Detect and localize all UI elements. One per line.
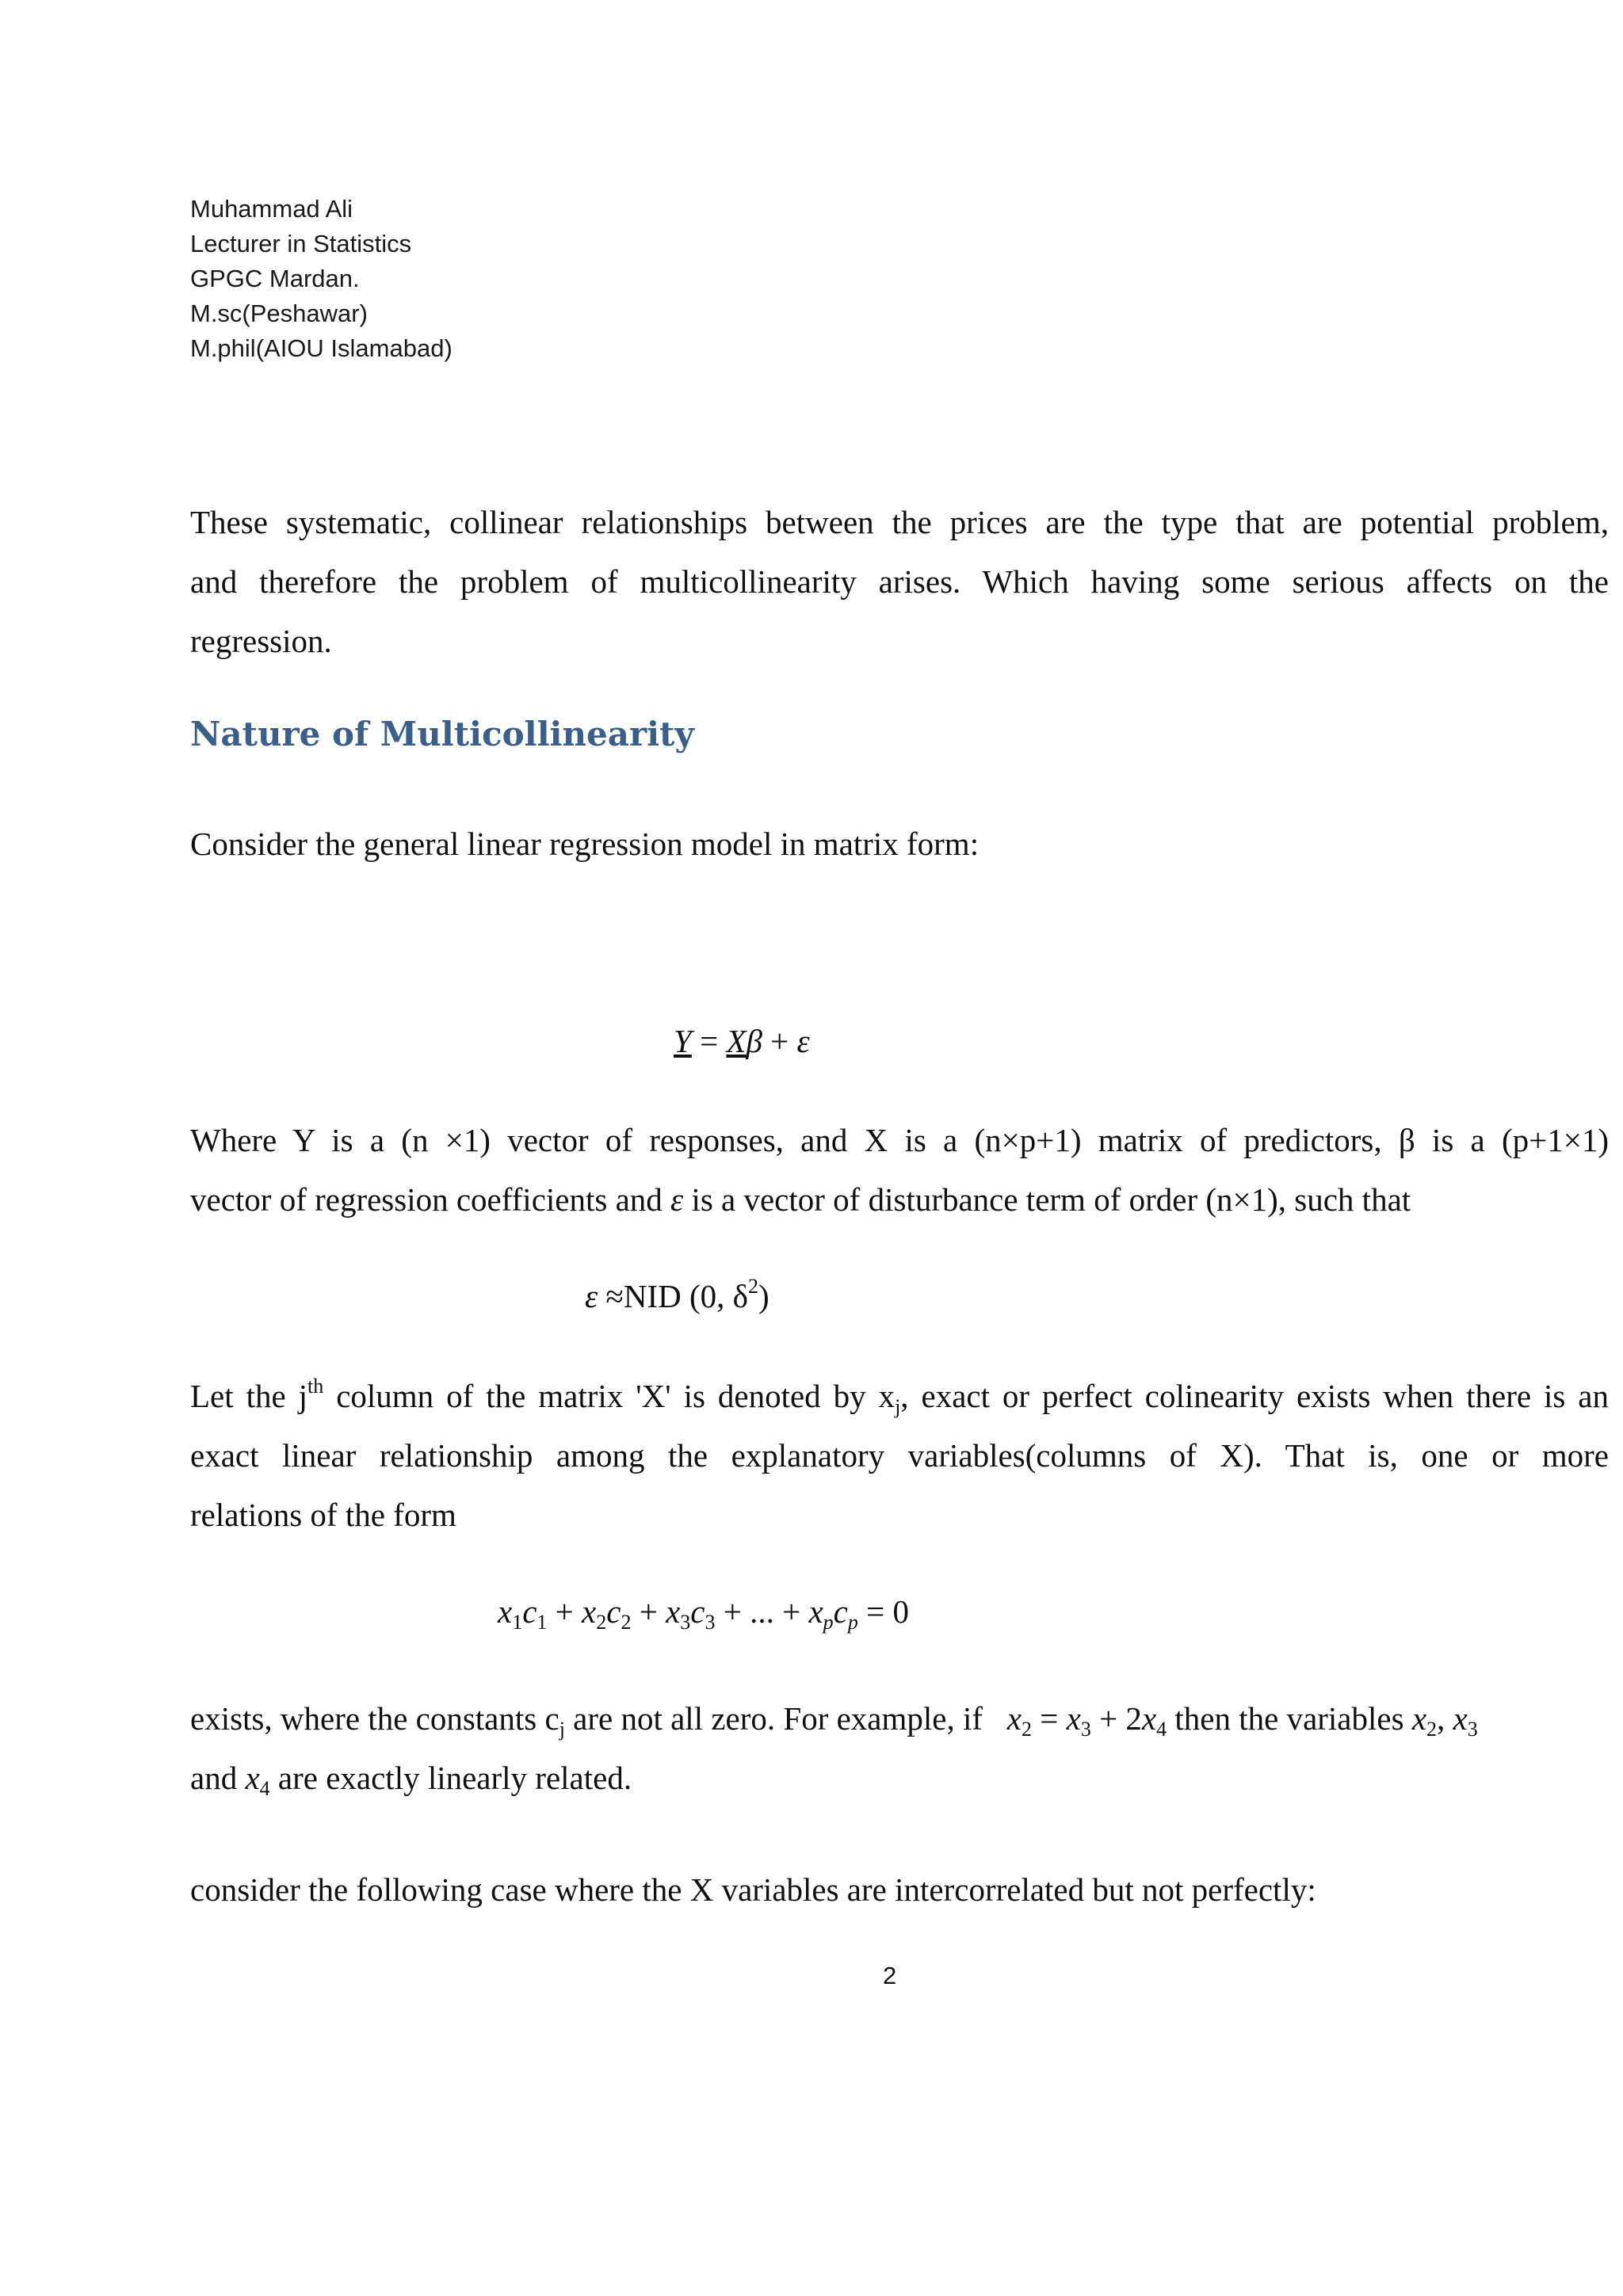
where-text-a: vector of regression coefficients and	[190, 1181, 671, 1218]
page-number: 2	[883, 1962, 897, 1989]
ex-x4-sub: 4	[1156, 1718, 1167, 1741]
ex-text-d: are exactly linearly related.	[269, 1760, 632, 1796]
colinearity-paragraph	[190, 1367, 1609, 1545]
rel-plus-3: +	[715, 1593, 750, 1630]
dist-sup: 2	[748, 1275, 759, 1298]
closing-paragraph	[190, 1860, 1609, 1920]
rel-equals-zero: = 0	[857, 1593, 909, 1630]
intro-line-2: and therefore the problem of multicollinearity arises. Which having some serious affects on the	[190, 563, 1609, 600]
rel-x1-sub: 1	[512, 1611, 523, 1634]
rel-plus-4: +	[773, 1593, 809, 1630]
consider-line: Consider the general linear regression model in matrix form:	[190, 826, 980, 862]
author-institution: GPGC Mardan.	[190, 265, 360, 292]
ex-x4: x	[1141, 1700, 1157, 1737]
rel-x2: x	[582, 1593, 597, 1630]
rel-cp-sub: p	[847, 1611, 858, 1634]
author-degree-mphil: M.phil(AIOU Islamabad)	[190, 334, 453, 362]
ex-cj-sub: j	[559, 1718, 565, 1741]
col-sup: th	[307, 1375, 324, 1398]
colinearity-line-2: exact linear relationship among the explanatory variables(columns of X). That is, one or more	[190, 1437, 1609, 1474]
eq-y: Y	[674, 1023, 692, 1059]
ex-var-x2: x	[1411, 1700, 1427, 1737]
rel-c2: c	[606, 1593, 621, 1630]
ex-x3: x	[1066, 1700, 1081, 1737]
ex-comma: ,	[1437, 1700, 1453, 1737]
rel-xp-sub: p	[823, 1611, 834, 1634]
rel-x2-sub: 2	[596, 1611, 607, 1634]
author-title: Lecturer in Statistics	[190, 230, 412, 257]
example-paragraph	[190, 1689, 1609, 1808]
where-line-2	[190, 1170, 1609, 1230]
ex-x2-sub: 2	[1021, 1718, 1032, 1741]
eq-plus: +	[762, 1023, 797, 1059]
rel-plus-1: +	[547, 1593, 582, 1630]
intro-line-1: These systematic, collinear relationships between the prices are the type that are potential problem,	[190, 504, 1609, 540]
relation-equation	[498, 1592, 909, 1634]
rel-x1: x	[498, 1593, 513, 1630]
colinearity-line-3: relations of the form	[190, 1497, 456, 1533]
ex-x2: x	[1006, 1700, 1022, 1737]
intro-paragraph	[190, 493, 1609, 671]
ex-text-a: exists, where the constants c	[190, 1700, 559, 1737]
ex-plus-two: + 2	[1090, 1700, 1142, 1737]
where-line-1: Where Y is a (n ×1) vector of responses, and X is a (n×p+1) matrix of predictors, β is a (p+1×1)	[190, 1122, 1609, 1158]
author-name: Muhammad Ali	[190, 195, 353, 223]
where-epsilon: ε	[670, 1181, 684, 1218]
col-sub: j	[895, 1395, 901, 1418]
dist-approx: ≈NID (0, δ	[598, 1278, 749, 1314]
rel-dots: ...	[750, 1593, 774, 1630]
col-text-b: column of the matrix 'X' is denoted by x	[323, 1378, 896, 1414]
rel-c2-sub: 2	[621, 1611, 632, 1634]
ex-text-c: then the variables	[1167, 1700, 1412, 1737]
ex-var-x3: x	[1453, 1700, 1468, 1737]
ex-var-x3-sub: 3	[1467, 1718, 1478, 1741]
rel-x3: x	[666, 1593, 681, 1630]
dist-epsilon: ε	[585, 1278, 598, 1314]
rel-x3-sub: 3	[680, 1611, 691, 1634]
author-block	[190, 192, 453, 366]
rel-c1: c	[522, 1593, 537, 1630]
example-line-1	[190, 1689, 1609, 1749]
colinearity-line-1	[190, 1367, 1609, 1426]
ex-text-b: are not all zero. For example, if	[564, 1700, 991, 1737]
ex-var-x2-sub: 2	[1426, 1718, 1438, 1741]
rel-plus-2: +	[631, 1593, 666, 1630]
distribution-equation	[585, 1277, 769, 1315]
eq-equals: =	[691, 1023, 727, 1059]
rel-xp: x	[808, 1593, 823, 1630]
closing-line: consider the following case where the X variables are intercorrelated but not perfectly:	[190, 1871, 1316, 1908]
section-heading: Nature of Multicollinearity	[190, 715, 694, 753]
intro-line-3: regression.	[190, 623, 332, 659]
eq-beta: β	[746, 1023, 762, 1059]
ex-x3-sub: 3	[1080, 1718, 1091, 1741]
model-equation	[674, 1022, 810, 1060]
rel-c3-sub: 3	[705, 1611, 716, 1634]
rel-c1-sub: 1	[537, 1611, 548, 1634]
col-text-c: , exact or perfect colinearity exists when there is an	[900, 1378, 1610, 1414]
ex-var-x4-sub: 4	[259, 1777, 270, 1800]
where-text-b: is a vector of disturbance term of order (n×1), such that	[683, 1181, 1411, 1218]
eq-epsilon: ε	[796, 1023, 810, 1059]
rel-c3: c	[690, 1593, 705, 1630]
dist-close: )	[758, 1278, 769, 1314]
rel-cp: c	[833, 1593, 848, 1630]
ex-and: and	[190, 1760, 246, 1796]
ex-equals: =	[1031, 1700, 1067, 1737]
example-line-2	[190, 1749, 1609, 1808]
consider-paragraph	[190, 814, 1609, 874]
where-paragraph	[190, 1111, 1609, 1230]
author-degree-msc: M.sc(Peshawar)	[190, 299, 368, 327]
eq-x: X	[726, 1023, 747, 1059]
col-text-a: Let the j	[190, 1378, 308, 1414]
ex-var-x4: x	[245, 1760, 260, 1796]
